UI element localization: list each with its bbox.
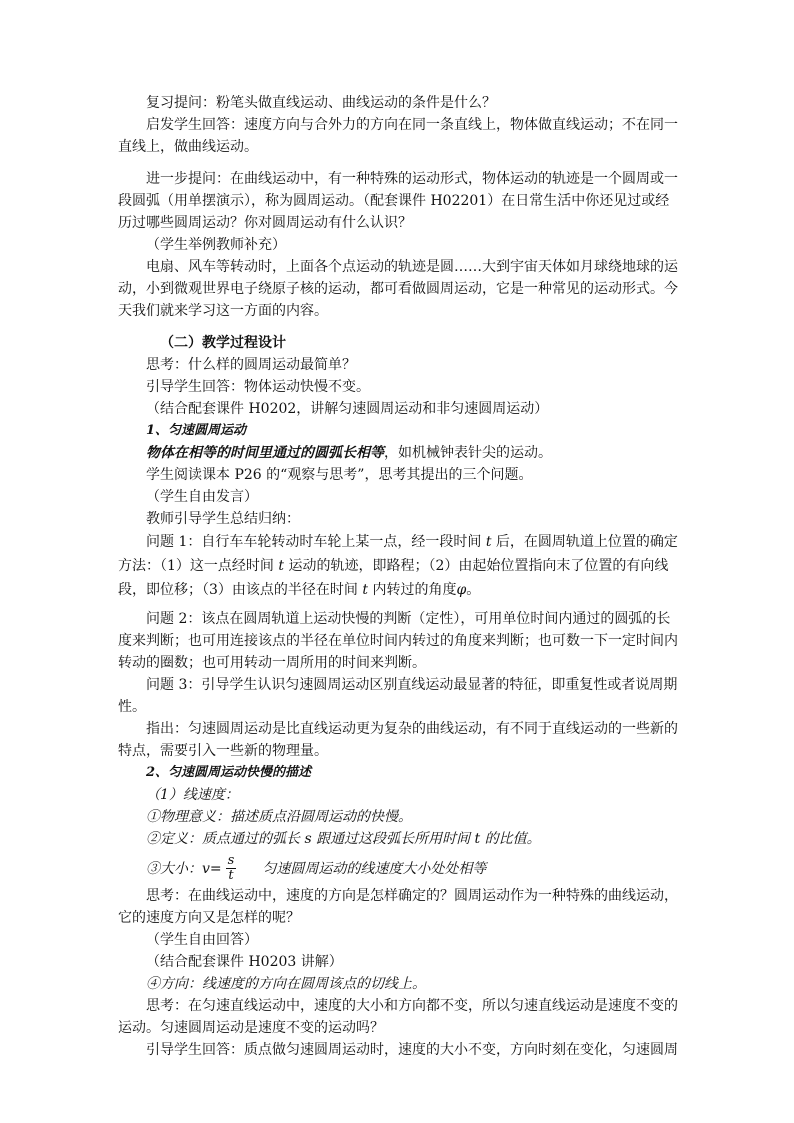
- reading-task: 学生阅读课本 P26 的“观察与思考”，思考其提出的三个问题。: [146, 467, 533, 483]
- fraction-s-over-t: $\frac{s}{t}$: [227, 853, 235, 883]
- student-answer: 启发学生回答：速度方向与合外力的方向在同一条直线上，物体做直线运动；不在同一直线上，做曲线运动。: [118, 117, 678, 155]
- definition-bold: 物体在相等的时间里通过的圆弧长相等: [146, 445, 384, 461]
- magnitude-formula: ③大小： v = $\frac{s}{t}$ 匀速圆周运动的线速度大小处处相等: [146, 853, 487, 883]
- think-constant-velocity: 思考：在匀速直线运动中，速度的大小和方向都不变，所以匀速直线运动是速度不变的运动。匀速圆周运动是速度不变的运动吗？: [118, 998, 678, 1036]
- guided-answer: 引导学生回答：物体运动快慢不变。: [146, 379, 370, 395]
- examples-paragraph: 电扇、风车等转动时，上面各个点运动的轨迹是圆……大到宇宙天体如月球绕地球的运动，小到微观世界电子绕原子核的运动，都可看做圆周运动，它是一种常见的运动形式。今天我们就来学习这一方面的内容。: [118, 259, 678, 319]
- question-1: 问题 1：自行车车轮转动时车轮上某一点，经一段时间 t 后，在圆周轨道上位置的确定方法：（1）这一点经时间 t 运动的轨迹，即路程；（2）由起始位置指向末了位置的有向线段，即位移；（3）由该点的半径在时间 t 内转过的角度φ。: [118, 534, 678, 598]
- definition-rest: ，如机械钟表针尖的运动。: [384, 445, 552, 461]
- courseware-note-2: （结合配套课件 H0203 讲解）: [146, 954, 343, 970]
- question-2: 问题 2：该点在圆周轨道上运动快慢的判断（定性），可用单位时间内通过的圆弧的长度来判断；也可用连接该点的半径在单位时间内转过的角度来判断；也可数一下一定时间内转动的圈数；也可用转动一周所用的时间来判断。: [118, 611, 678, 671]
- physical-meaning: ①物理意义：描述质点沿圆周运动的快慢。: [146, 809, 412, 825]
- teacher-summary: 教师引导学生总结归纳：: [146, 511, 300, 527]
- further-question: 进一步提问：在曲线运动中，有一种特殊的运动形式，物体运动的轨迹是一个圆周或一段圆弧（用单摆演示），称为圆周运动。（配套课件 H02201）在日常生活中你还见过或经历过哪些圆周运动？你对圆周运动有什么认识？: [118, 171, 678, 231]
- think-direction: 思考：在曲线运动中，速度的方向是怎样确定的？圆周运动作为一种特殊的曲线运动，它的速度方向又是怎样的呢？: [118, 888, 678, 926]
- think-simplest: 思考：什么样的圆周运动最简单？: [146, 357, 356, 373]
- courseware-note-1: （结合配套课件 H0202，讲解匀速圆周运动和非匀速圆周运动）: [146, 401, 549, 417]
- free-speech-note: （学生自由发言）: [146, 489, 258, 505]
- definition-ratio: ②定义：质点通过的弧长 s 跟通过这段弧长所用时间 t 的比值。: [146, 831, 541, 847]
- student-examples-note: （学生举例教师补充）: [146, 237, 286, 253]
- heading-speed-description: 2、匀速圆周运动快慢的描述: [146, 765, 312, 780]
- final-guided-answer: 引导学生回答：质点做匀速圆周运动时，速度的大小不变，方向时刻在变化，匀速圆周: [146, 1042, 678, 1058]
- question-3: 问题 3：引导学生认识匀速圆周运动区别直线运动最显著的特征，即重复性或者说周期性。: [118, 677, 678, 715]
- formula-note: 匀速圆周运动的线速度大小处处相等: [262, 860, 487, 877]
- point-out: 指出：匀速圆周运动是比直线运动更为复杂的曲线运动，有不同于直线运动的一些新的特点，需要引入一些新的物理量。: [118, 721, 678, 759]
- definition-line: [118, 442, 678, 464]
- section-heading: （二）教学过程设计: [160, 335, 286, 351]
- review-question: 复习提问：粉笔头做直线运动、曲线运动的条件是什么？: [146, 95, 496, 111]
- free-answer-note: （学生自由回答）: [146, 932, 258, 948]
- heading-uniform-circular-motion: 1、匀速圆周运动: [146, 423, 247, 438]
- linear-velocity-label: （1）线速度：: [146, 787, 239, 803]
- direction-definition: ④方向：线速度的方向在圆周该点的切线上。: [146, 976, 426, 992]
- document-page: [118, 92, 678, 1061]
